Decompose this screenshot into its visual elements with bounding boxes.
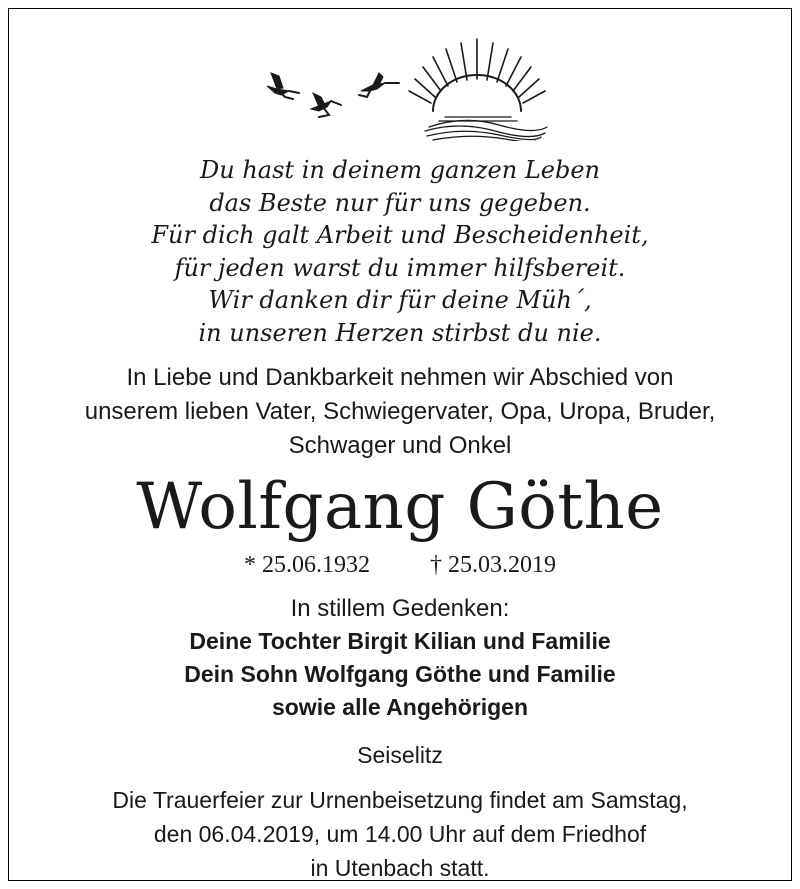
intro-line: Schwager und Onkel [288, 432, 512, 459]
mourner-line: Deine Tochter Birgit Kilian und Familie [189, 628, 611, 654]
mourner-line: Dein Sohn Wolfgang Göthe und Familie [184, 661, 616, 687]
poem [9, 154, 791, 349]
poem-line: Du hast in deinem ganzen Leben [200, 156, 600, 184]
life-dates [9, 549, 791, 581]
death-date: † 25.03.2019 [430, 552, 556, 578]
poem-line: Für dich galt Arbeit und Bescheidenheit, [151, 221, 649, 249]
funeral-line: in Utenbach statt. [310, 855, 490, 881]
birds-sunset-illustration [249, 31, 549, 141]
obituary-notice [8, 8, 792, 881]
intro-line: In Liebe und Dankbarkeit nehmen wir Abschied von [126, 364, 674, 391]
poem-line: Wir danken dir für deine Müh´, [208, 286, 592, 314]
poem-line: das Beste nur für uns gegeben. [209, 188, 591, 217]
intro-line: unserem lieben Vater, Schwiegervater, Opa, Uropa, Bruder, [84, 398, 716, 425]
deceased-name: Wolfgang Göthe [136, 470, 664, 544]
funeral-line: den 06.04.2019, um 14.00 Uhr auf dem Friedhof [153, 821, 647, 847]
memorial-label: In stillem Gedenken: [290, 595, 510, 622]
funeral-info [9, 783, 791, 885]
farewell-intro [9, 361, 791, 463]
place-name: Seiselitz [357, 742, 443, 768]
poem-line: in unseren Herzen stirbst du nie. [198, 318, 602, 347]
poem-line: für jeden warst du immer hilfsbereit. [174, 253, 626, 282]
sunset-icon [409, 39, 547, 141]
mourners-list [9, 625, 791, 724]
mourner-line: sowie alle Angehörigen [271, 694, 529, 720]
birth-date: * 25.06.1932 [244, 552, 370, 578]
birds-icon [267, 73, 399, 117]
funeral-line: Die Trauerfeier zur Urnenbeisetzung findet am Samstag, [112, 787, 688, 813]
